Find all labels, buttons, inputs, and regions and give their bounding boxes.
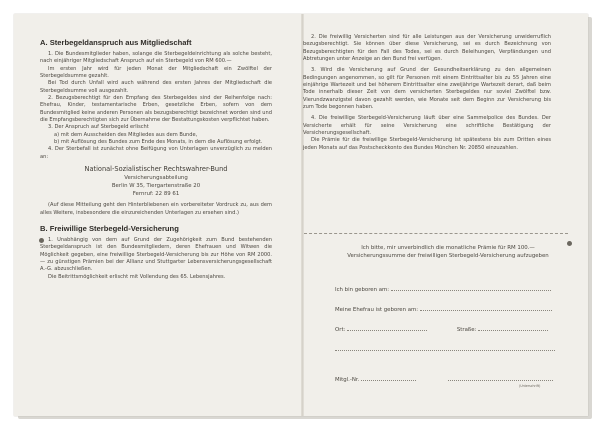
section-a-p5b: b) mit Auflösung des Bundes zum Ende des Monats, in dem die Auflösung erfolgt. (54, 139, 263, 146)
section-b-title: B. Freiwillige Sterbegeld-Versicherung (40, 223, 179, 233)
section-a-p4: 2. Bezugsberechtigt für den Empfang des Sterbegeldes sind der Reihenfolge nach: Ehefrau, Kinder, testamentarische Erben, gesetzliche Erben, sofern von dem Bundesmitglied keine anderen Personen als bezugsberechtigt bezeichnet worden sind und die Empfangsberechtigten sich zur Übernahme der Bestattungskosten verpflichtet haben. (40, 95, 272, 124)
signature-field[interactable] (448, 379, 553, 381)
signature-note: (Unterschrift) (519, 384, 541, 388)
address-phone: Fernruf: 22 89 61 (132, 191, 180, 198)
section-a-p6: 4. Der Sterbefall ist zunächst ohne Beifügung von Unterlagen unverzüglich zu melden an: (40, 146, 272, 160)
street-label: Straße: (456, 327, 477, 333)
street-field[interactable] (478, 329, 548, 331)
extra-line-row (335, 347, 555, 353)
left-note: (Auf diese Mitteilung geht den Hinterbliebenen ein vorbereiteter Vordruck zu, aus dem alles Weitere, insbesondere die einzureichenden Unterlagen zu ersehen sind.) (40, 202, 272, 216)
member-row (335, 377, 553, 383)
right-p2: 2. Die freiwillig Versicherten sind für alle Leistungen aus der Versicherung unwiderruflich bezugsberechtigt. Sie können über diese Versicherung, sei es durch Bezeichnung von Bezugsberechtigten für den Fall des Todes, sei es durch Beleihungen, Verpfändungen und Abtretungen unter Anzeige an den Bund frei verfügen. (303, 34, 551, 63)
section-a-p1: 1. Die Bundesmitglieder haben, solange die Sterbegeldeinrichtung als solche besteht, nach einjähriger Mitgliedschaft Anspruch auf ein Sterbegeld von RM 600.— (40, 51, 272, 65)
punch-hole-right (567, 241, 572, 246)
born-field[interactable] (391, 289, 551, 291)
perforation-line (304, 233, 568, 234)
member-label: Mitgl.-Nr. (335, 377, 360, 383)
member-field[interactable] (361, 379, 416, 381)
section-b-p1: 1. Unabhängig von dem auf Grund der Zugehörigkeit zum Bund bestehenden Sterbegeldanspruch ist den Bundesmitgliedern, deren Ehefrauen und Witwen die Möglichkeit gegeben, eine freiwillige Sterbegeld-Versicherung bis zur Höhe von RM 2000.— zu günstigen Prämien bei der Allianz und Stuttgarter Lebensversicherungsgesellschaft A.-G. abzuschließen. (40, 236, 272, 273)
section-a-p2: Im ersten Jahr wird für jeden Monat der Mitgliedschaft ein Zwölftel der Sterbegeldsumme gezahlt. (40, 65, 272, 80)
wife-row (335, 307, 552, 313)
place-field[interactable] (347, 329, 427, 331)
address-row (335, 327, 548, 333)
right-page (303, 34, 551, 152)
wife-field[interactable] (420, 309, 552, 311)
right-p5: Die Prämie für die freiwillige Sterbegeld-Versicherung ist spätestens bis zum Dritten eines jeden Monats auf das Postscheckkonto des Bundes München Nr. 20850 einzuzahlen. (303, 137, 551, 151)
section-a-title: A. Sterbegeldanspruch aus Mitgliedschaft (40, 38, 192, 47)
section-a-p3: Bei Tod durch Unfall wird auch während des ersten Jahres der Mitgliedschaft die Sterbegeldsumme voll ausgezahlt. (40, 80, 272, 94)
section-a-p5a: a) mit dem Ausscheiden des Mitgliedes aus dem Bunde, (54, 131, 198, 138)
request-form (335, 245, 561, 388)
born-row (335, 287, 551, 293)
address-street: Berlin W 35, Tiergartenstraße 20 (111, 183, 201, 190)
right-p3: 3. Wird die Versicherung auf Grund der Gesundheitserklärung zu den allgemeinen Bedingungen angenommen, so gilt für Personen mit einem Eintrittsalter bis zu 55 Jahren eine einjährige Wartezeit und bei höherem Eintrittsalter eine zweijährige Wartezeit derart, daß beim Tode innerhalb dieser Zeit von dem versicherten Sterbegeldes nur soviel Zwölftel bzw. Vierundzwanzigstel davon gezahlt werden, wie Monate seit dem Beginn zur Versicherung bis zum Tode begonnen haben. (303, 67, 551, 111)
section-a-p5: 3. Der Anspruch auf Sterbegeld erlischt (48, 124, 149, 131)
left-page (40, 38, 272, 281)
address-org: National-Sozialistischer Rechtswahrer-Bund (84, 165, 228, 174)
section-b-p2: Die Beitrittsmöglichkeit erlischt mit Vollendung des 65. Lebensjahres. (48, 273, 226, 280)
right-p4: 4. Die freiwillige Sterbegeld-Versicherung läuft über eine Sammelpolice des Bundes. Der Versicherte erhält für seine Versicherung eine schriftliche Bestätigung der Versicherungsgesellschaft. (303, 115, 551, 137)
wife-label: Meine Ehefrau ist geboren am: (335, 307, 419, 313)
born-label: Ich bin geboren am: (335, 287, 390, 293)
address-dept: Versicherungsabteilung (124, 175, 188, 182)
form-intro: Ich bitte, mir unverbindlich die monatliche Prämie für RM 100.— Versicherungssumme der freiwilligen Sterbegeld-Versicherung aufzugeben (347, 245, 549, 259)
place-label: Ort: (335, 327, 346, 333)
extra-field[interactable] (335, 349, 555, 351)
